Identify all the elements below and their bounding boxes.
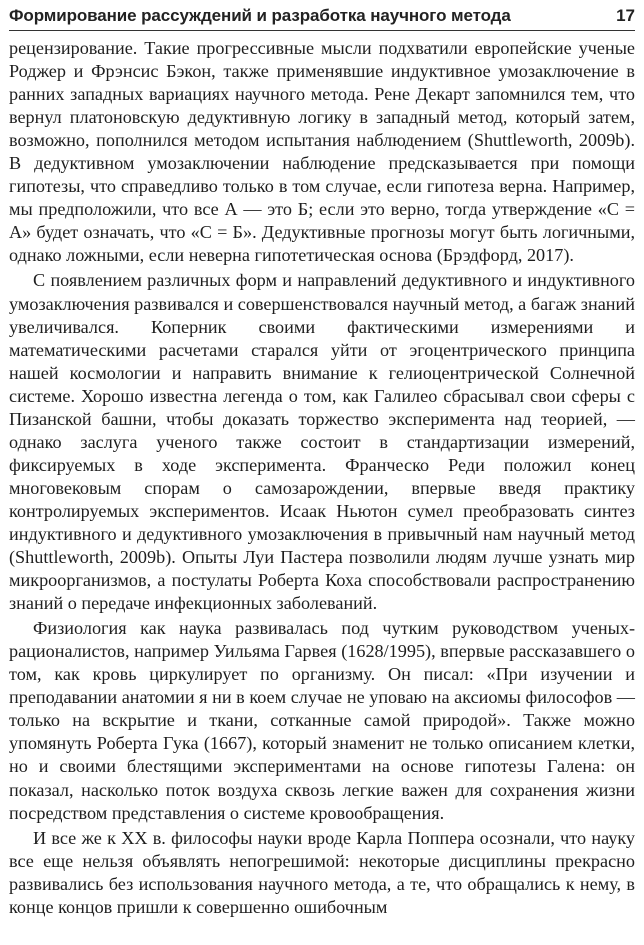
paragraph-continued: рецензирование. Такие прогрессивные мысли подхватили европейские ученые Роджер и Фрэнсис Бэкон, также применявшие индуктивное умозаключение в ранних западных вариациях научного метода. Рене Декарт запомнился тем, что вернул платоновскую дедуктивную логику в западный метод, который затем, возможно, пополнился методом испытания наблюдением (Shuttleworth, 2009b). В дедуктивном умозаключении наблюдение предсказывается при помощи гипотезы, что справедливо только в том случае, если гипотеза верна. Например, мы предположили, что все А — это Б; если это верно, тогда утверждение «С = А» будет означать, что «С = Б». Дедуктивные прогнозы могут быть логичными, однако ложными, если неверна гипотетическая основа (Брэдфорд, 2017). (9, 38, 635, 266)
paragraph: Физиология как наука развивалась под чутким руководством ученых-рационалистов, например Уильяма Гарвея (1628/1995), впервые рассказавшего о том, как кровь циркулирует по организму. Он писал: «При изучении и преподавании анатомии я ни в коем случае не уповаю на аксиомы философов — только на вскрытие и ткани, сотканные самой природой». Также можно упомянуть Роберта Гука (1667), который знаменит не только описанием клетки, но и своими блестящими экспериментами на основе гипотезы Галена: он показал, насколько поток воздуха сквозь легкие важен для сохранения жизни посредством представления о системе кровообращения. (9, 618, 635, 823)
paragraph: С появлением различных форм и направлений дедуктивного и индуктивного умозаключения развивался и совершенствовался научный метод, а багаж знаний увеличивался. Коперник своими фактическими измерениями и математическими расчетами старался уйти от эгоцентрического принципа нашей космологии и направить внимание к гелиоцентрической Солнечной системе. Хорошо известна легенда о том, как Галилео сбрасывал свои сферы с Пизанской башни, чтобы доказать торжество эксперимента над теорией, — однако заслуга ученого также состоит в стандартизации измерений, фиксируемых в ходе эксперимента. Франческо Реди положил конец многовековым спорам о самозарождении, впервые введя практику контролируемых экспериментов. Исаак Ньютон сумел преобразовать синтез индуктивного и дедуктивного умозаключения в привычный нам научный метод (Shuttleworth, 2009b). Опыты Луи Пастера позволили людям лучше узнать мир микроорганизмов, а постулаты Роберта Коха способствовали распространению знаний о передаче инфекционных заболеваний. (9, 270, 635, 614)
page-number: 17 (616, 6, 635, 25)
running-header (9, 0, 635, 31)
chapter-title: Формирование рассуждений и разработка научного метода (9, 6, 511, 25)
paragraph: И все же к XX в. философы науки вроде Карла Поппера осознали, что науку все еще нельзя объявлять непогрешимой: некоторые дисциплины прекрасно развивались без использования научного метода, а те, что обращались к нему, в конце концов пришли к совершенно ошибочным (9, 827, 635, 917)
body-text (9, 37, 635, 919)
